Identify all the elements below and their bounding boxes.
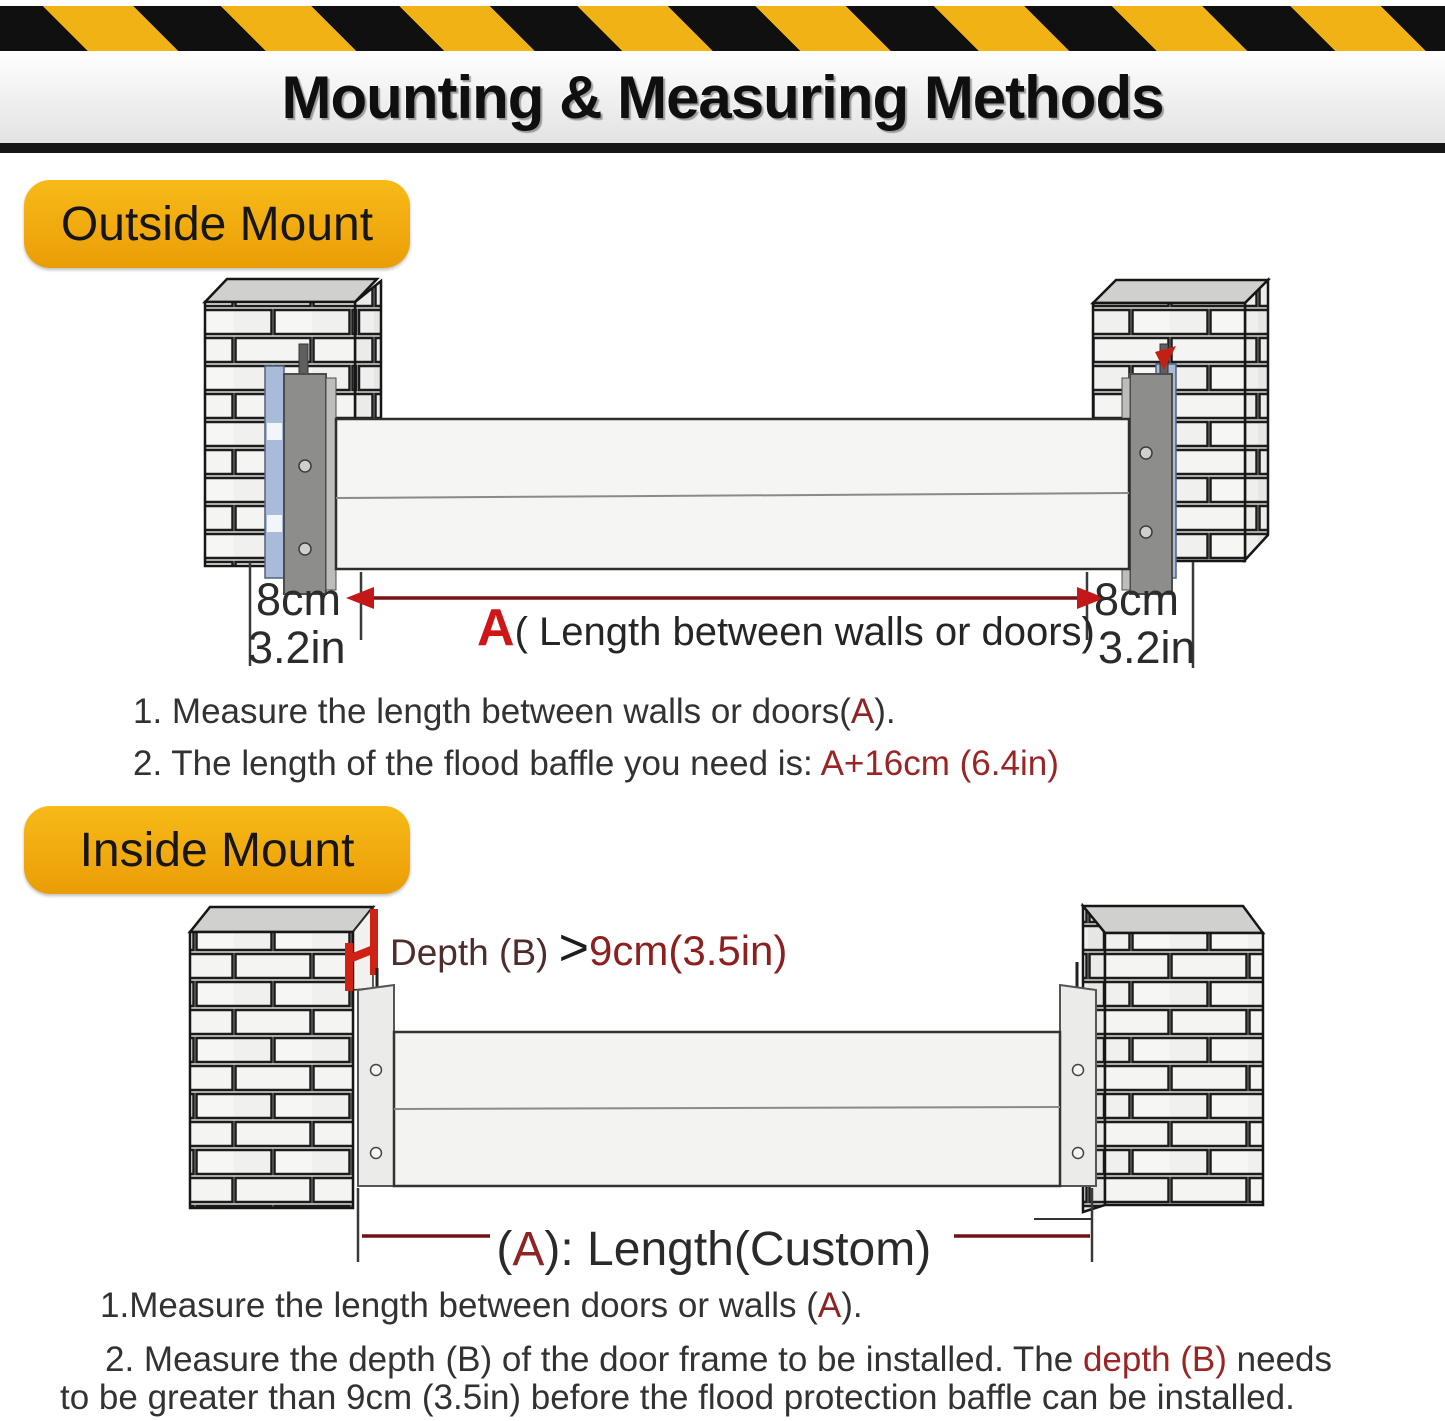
left-offset-cm: 8cm (256, 574, 342, 625)
left-channel-bracket (358, 985, 394, 1186)
left-seal-strip (265, 366, 284, 578)
outside-mount-badge (24, 180, 410, 268)
outside-instruction-1: 1. Measure the length between walls or doors(A). (133, 692, 896, 731)
left-mounting-post (284, 344, 336, 594)
hazard-stripe-band (0, 6, 1445, 51)
inside-instruction-2: 2. Measure the depth (B) of the door frame to be installed. The depth (B) needs (105, 1340, 1333, 1379)
inside-instruction-1: 1.Measure the length between doors or walls (A). (100, 1286, 863, 1325)
outside-mount-badge-label: Outside Mount (60, 197, 374, 251)
right-offset-cm: 8cm (1094, 574, 1180, 625)
header-divider (0, 143, 1445, 153)
flood-barrier-panels (336, 419, 1129, 569)
length-annotation (477, 598, 1095, 658)
depth-label: Depth (B) (390, 932, 559, 973)
depth-value: 9cm(3.5in) (589, 927, 788, 974)
length-label: ( Length between walls or doors) (514, 610, 1095, 654)
outside-instruction-2: 2. The length of the flood baffle you need is: A+16cm (6.4in) (133, 744, 1059, 783)
title-band (0, 51, 1445, 143)
greater-than-symbol: > (558, 919, 589, 977)
page-title: Mounting & Measuring Methods (281, 63, 1164, 131)
flood-barrier-panels (394, 1032, 1060, 1186)
length-letter: A (477, 599, 515, 657)
custom-length-annotation: ( A ): Length(Custom) (496, 1223, 932, 1276)
right-brick-pillar (1083, 906, 1263, 1212)
depth-annotation (390, 918, 787, 978)
right-channel-bracket (1060, 962, 1096, 1186)
inside-mount-badge (24, 806, 410, 894)
right-offset-in: 3.2in (1098, 622, 1196, 673)
inside-instruction-3: to be greater than 9cm (3.5in) before the flood protection baffle can be installed. (60, 1378, 1295, 1417)
inside-mount-badge-label: Inside Mount (79, 823, 355, 877)
left-offset-in: 3.2in (248, 622, 346, 673)
